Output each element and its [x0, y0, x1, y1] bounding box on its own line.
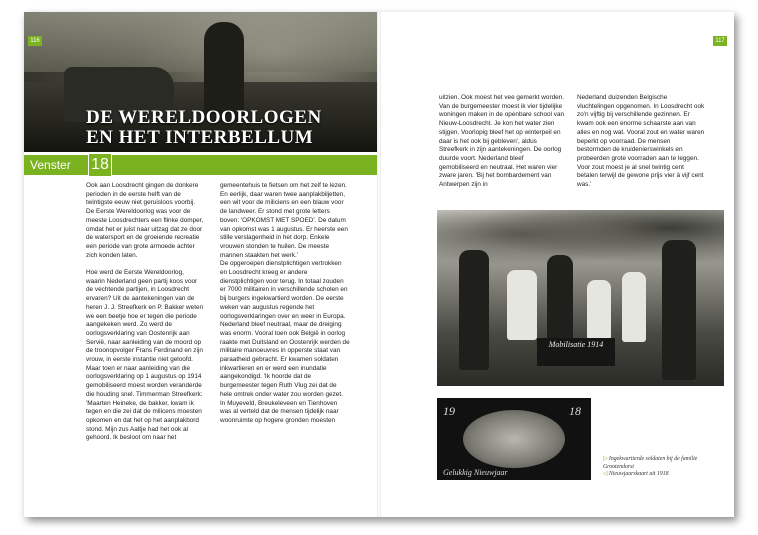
- chapter-title-line2: EN HET INTERBELLUM: [86, 127, 314, 148]
- chapter-title: [86, 108, 322, 148]
- photo-new-year-postcard: [437, 398, 591, 480]
- postcard-year-left: 19: [443, 404, 455, 418]
- book-spread: [24, 12, 734, 517]
- photo-quartered-soldiers: [437, 210, 724, 386]
- venster-bar: [24, 155, 379, 175]
- venster-label: Venster: [30, 158, 71, 172]
- caption-2-text: Nieuwjaarskaart uit 1918: [608, 471, 669, 477]
- caption-1-text: Ingekwartierde soldaten bij de familie Grootendorst: [603, 456, 698, 470]
- right-column-2-text: Nederland duizenden Belgische vluchtelingen opgenomen. In Loosdrecht ook zo'n vijftig bij verschillende gezinnen. Er kwam ook een enorme schaarste aan van alles en nog wat. Vooral zout en water waren beperkt op voorraad. De mensen bestormden de kruidenierswinkels en probeerden grote voorraden aan te leggen. Voor zout moest je al snel twintig cent betalen terwijl de gewone prijs vier à vijf cent was.': [577, 94, 705, 189]
- left-column-2: [220, 182, 350, 426]
- caption-1: ▷ Ingekwartierde soldaten bij de familie Grootendorst: [603, 456, 698, 470]
- left-column-1-text: Ook aan Loosdrecht gingen de donkere perioden in de eerste helft van de twintigste eeuw niet geruisloos voorbij. De Eerste Wereldoorlog was voor de meeste Loosdrechters een flinke domper, omdat het er juist naar uitzag dat ze door de watersport en de groeiende recreatie een periode van grote armoede achter zich konden laten. Hoe werd de Eerste Wereldoorlog, waarin Nederland geen partij koos voor de vechtende partijen, in Loosdrecht ervaren? Uit de aantekeningen van de heren J. J. Streefkerk en P. Bakker weten we een beetje hoe er tegen die periode aangekeken werd. Zo werd de oorlogsverklaring van Oostenrijk aan Servië, naar aanleiding van de moord op de troonopvolger Frans Ferdinand en zijn vrouw, in eerste instantie niet geloofd. Maar toen er naar aanleiding van die oorlogsverklaring op 1 augustus op 1914 gemobiliseerd moest worden veranderde die houding snel. Timmerman Streefkerk: 'Maarten Heineke, de bakker, kwam ik tegen en die zei dat de milicens moesten opkomen en dat het op het aanplakbord stond. Mijn zus Aaltje had het ook al gehoord. Ik besloot om naar het: [86, 182, 204, 442]
- photo-captions: [603, 456, 723, 479]
- postcard-greeting: Gelukkig Nieuwjaar: [443, 468, 508, 477]
- venster-number: 18: [88, 153, 112, 177]
- right-page: [379, 12, 734, 517]
- chapter-title-line1: DE WERELDOORLOGEN: [86, 107, 322, 128]
- page-number-right: 117: [713, 36, 727, 46]
- photo-board-sign: Mobilisatie 1914: [537, 338, 615, 366]
- right-column-1: [439, 94, 565, 190]
- left-column-2-text: gemeentehuis te fietsen om het zelf te lezen. En eerlijk, daar waren twee aanplakbiljetten, een wit voor de miliciens en een blauw voor de landweer. Er stond met grote letters boven: 'OPKOMST MET SPOED'. De datum van opkomst was 1 augustus. Er heerste een stille verslagenheid in het dorp. Enkele vrouwen stonden te huilen. De meeste mannen staakten het werk.' De opgeroepen dienstplichtigen vertrokken en Loosdrecht kreeg er andere dienstplichtigen voor terug. In totaal zouden er 7000 militairen in verschillende scholen en bij burgers ingekwartierd worden. De eerste weken van augustus regende het oorlogsverklaringen over en weer in Europa. Nederland bleef neutraal, maar de dreiging was enorm. Vooral toen ook België in oorlog raakte met Duitsland en Oostenrijk werden de militaire manoeuvres in opperste staat van paraatheid gebracht. Er kwamen soldaten inkwartieren en er werd een inundatie aangekondigd. 'Ik hoorde dat de burgemeester tegen Ruth Vlug zei dat de hele omtrek onder water zou worden gezet. In Muyeveld, Breukeleveen en Tienhoven was al verteld dat de mensen tijdelijk naar woonruimte op hogere gronden moesten: [220, 182, 350, 424]
- left-column-1: [86, 182, 204, 443]
- left-page: [24, 12, 379, 517]
- page-number-left: 116: [28, 36, 42, 46]
- right-column-1-text: uitzien. Ook moest het vee gemerkt worden. Van de burgemeester moest ik vier tijdelijke woningen maken in de openbare school van Nieuw-Loosdrecht. Je kon het water zien stijgen. Voorlopig bleef het op winterpeil en daar is het ook bij gebleven', aldus Streefkerk in zijn aantekeningen. De oorlog duurde voort. Nederland bleef gemobiliseerd en neutraal. Het waren vier zware jaren. 'Bij het bombardement van Antwerpen zijn in: [439, 94, 565, 189]
- caption-2: ◁ Nieuwjaarskaart uit 1918: [603, 471, 669, 477]
- postcard-year-right: 18: [569, 404, 581, 418]
- right-column-2: [577, 94, 705, 190]
